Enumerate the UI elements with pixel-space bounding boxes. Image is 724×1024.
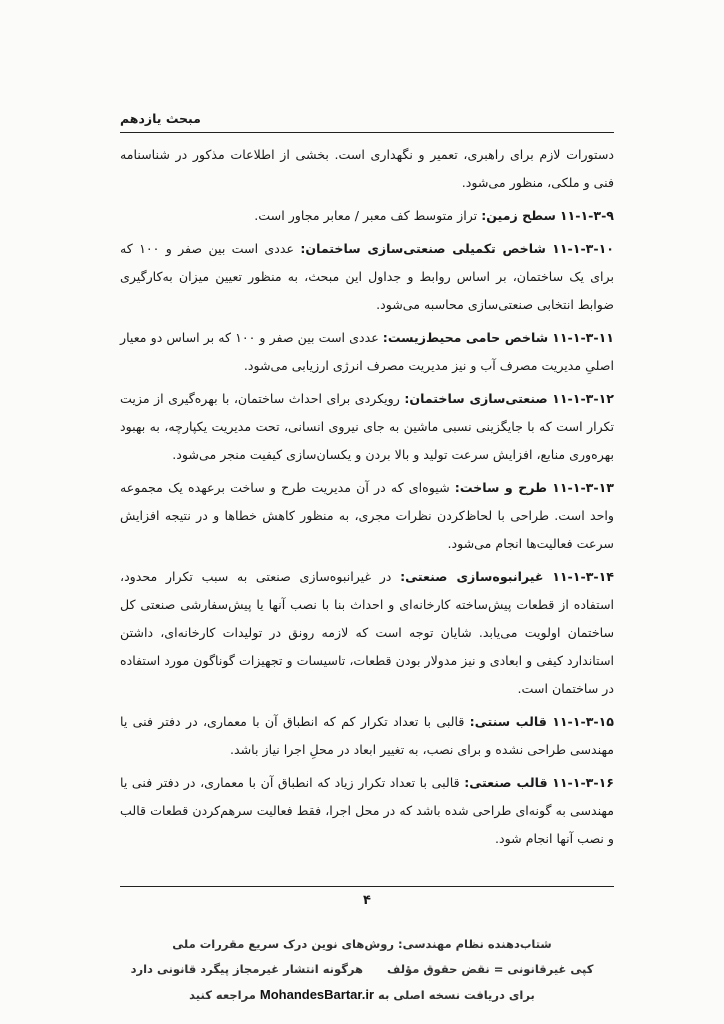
definition-paragraph <box>120 324 614 380</box>
defined-term: غیرانبوه‌سازی صنعتی: <box>400 569 544 584</box>
footer-text: مراجعه کنید <box>189 988 256 1002</box>
definition-text: تراز متوسط کف معبر / معابر مجاور است. <box>254 208 478 223</box>
running-header <box>120 108 614 133</box>
definition-text: دستورات لازم برای راهبری، تعمیر و نگهداری است. بخشی از اطلاعات مذکور در شناسنامه فنی و ملکی، منظور می‌شود. <box>120 147 614 190</box>
definition-text: شیوه‌ای که در آن مدیریت طرح و ساخت برعهده یک مجموعه واحد است. طراحی با لحاظ‌کردن نظرات مجری، به منظور کاهش خطاها و در نتیجه افزایش سرعت فعالیت‌ها انجام می‌شود. <box>120 480 614 551</box>
definition-text: عددی است بین صفر و ۱۰۰ که بر اساس دو معیار اصلیِ مدیریت مصرف آب و نیز مدیریت مصرف انرژی ارزیابی می‌شود. <box>120 330 614 373</box>
page-number: ۴ <box>363 893 371 908</box>
definition-paragraph <box>120 708 614 764</box>
footer-line-3 <box>0 982 724 1008</box>
clause-number: ۱۱-۱-۳-۱۵ <box>552 714 614 729</box>
footer-line-2 <box>0 957 724 982</box>
definition-paragraph <box>120 769 614 853</box>
definition-text: رویکردی برای احداث ساختمان، با بهره‌گیری از مزیت تکرار است که با جایگزینی نسبی ماشین به جای نیروی انسانی، تحت مدیریت یکپارچه، به بهبود بهره‌وری منابع، افزایش سرعت تولید و بالا بردن و یکسان‌سازی کیفیت منجر می‌شود. <box>120 391 614 462</box>
clause-number: ۱۱-۱-۳-۱۳ <box>552 480 614 495</box>
definition-text: قالبی با تعداد تکرار زیاد که انطباق آن با معماری، در دفتر فنی یا مهندسی به گونه‌ای طراحی شده باشد که در محل اجرا، فقط فعالیت سرهم‌کردن قطعات قالب و نصب آنها انجام شود. <box>120 775 614 846</box>
clause-number: ۱۱-۱-۳-۱۱ <box>552 330 614 345</box>
defined-term: قالب صنعتی: <box>464 775 548 790</box>
footer-divider <box>120 886 614 887</box>
definition-text: قالبی با تعداد تکرار کم که انطباق آن با معماری، در دفتر فنی یا مهندسی طراحی نشده و برای نصب، به تغییر ابعاد در محلِ اجرا نیاز باشد. <box>120 714 614 757</box>
footer-text: برای دریافت نسخه اصلی به <box>378 988 535 1002</box>
definition-paragraph <box>120 235 614 319</box>
defined-term: سطح زمین: <box>481 208 556 223</box>
definition-text: در غیرانبوه‌سازی صنعتی به سبب تکرار محدود، استفاده از قطعات پیش‌ساخته کارخانه‌ای و احداث بنا با نصب آنها یا پیش‌سفارشی صنعتی کل ساختمان اولویت می‌یابد. شایان توجه است که لازمه رونق در تولیدات کارخانه‌ای، داشتن استاندارد کیفی و ابعادی و نیز مدولار بودن قطعات، تاسیسات و تجهیزات گوناگون مورد استفاده در ساختمان است. <box>120 569 614 696</box>
clause-number: ۱۱-۱-۳-۱۴ <box>552 569 614 584</box>
website-link[interactable]: MohandesBartar.ir <box>259 987 375 1002</box>
definition-paragraph <box>120 563 614 703</box>
footer-notice <box>0 932 724 1008</box>
defined-term: شاخص حامی محیط‌زیست: <box>382 330 549 345</box>
defined-term: شاخص تکمیلی صنعتی‌سازی ساختمان: <box>300 241 546 256</box>
clause-number: ۱۱-۱-۳-۱۲ <box>552 391 614 406</box>
chapter-title: مبحث یازدهم <box>120 111 201 126</box>
definition-text: عددی است بین صفر و ۱۰۰ که برای یک ساختمان، بر اساس روابط و جداول این مبحث، به منظور تعیین میزان به‌کارگیری ضوابط انتخابی صنعتی‌سازی محاسبه می‌شود. <box>120 241 614 312</box>
clause-number: ۱۱-۱-۳-۹ <box>559 208 614 223</box>
definition-paragraph <box>120 385 614 469</box>
copyright-notice: کپی غیرقانونی = نقض حقوق مؤلف <box>387 962 594 976</box>
defined-term: صنعتی‌سازی ساختمان: <box>404 391 548 406</box>
definition-paragraph <box>120 141 614 197</box>
legal-notice: هرگونه انتشار غیرمجاز پیگرد قانونی دارد <box>130 962 364 976</box>
footer-line-1: شتاب‌دهنده نظام مهندسی: روش‌های نوین درک سریع مقررات ملی <box>172 937 552 951</box>
clause-number: ۱۱-۱-۳-۱۰ <box>552 241 614 256</box>
page-body <box>120 141 614 858</box>
clause-number: ۱۱-۱-۳-۱۶ <box>552 775 614 790</box>
defined-term: قالب سنتی: <box>469 714 547 729</box>
definition-paragraph <box>120 474 614 558</box>
definition-paragraph <box>120 202 614 230</box>
defined-term: طرح و ساخت: <box>454 480 548 495</box>
